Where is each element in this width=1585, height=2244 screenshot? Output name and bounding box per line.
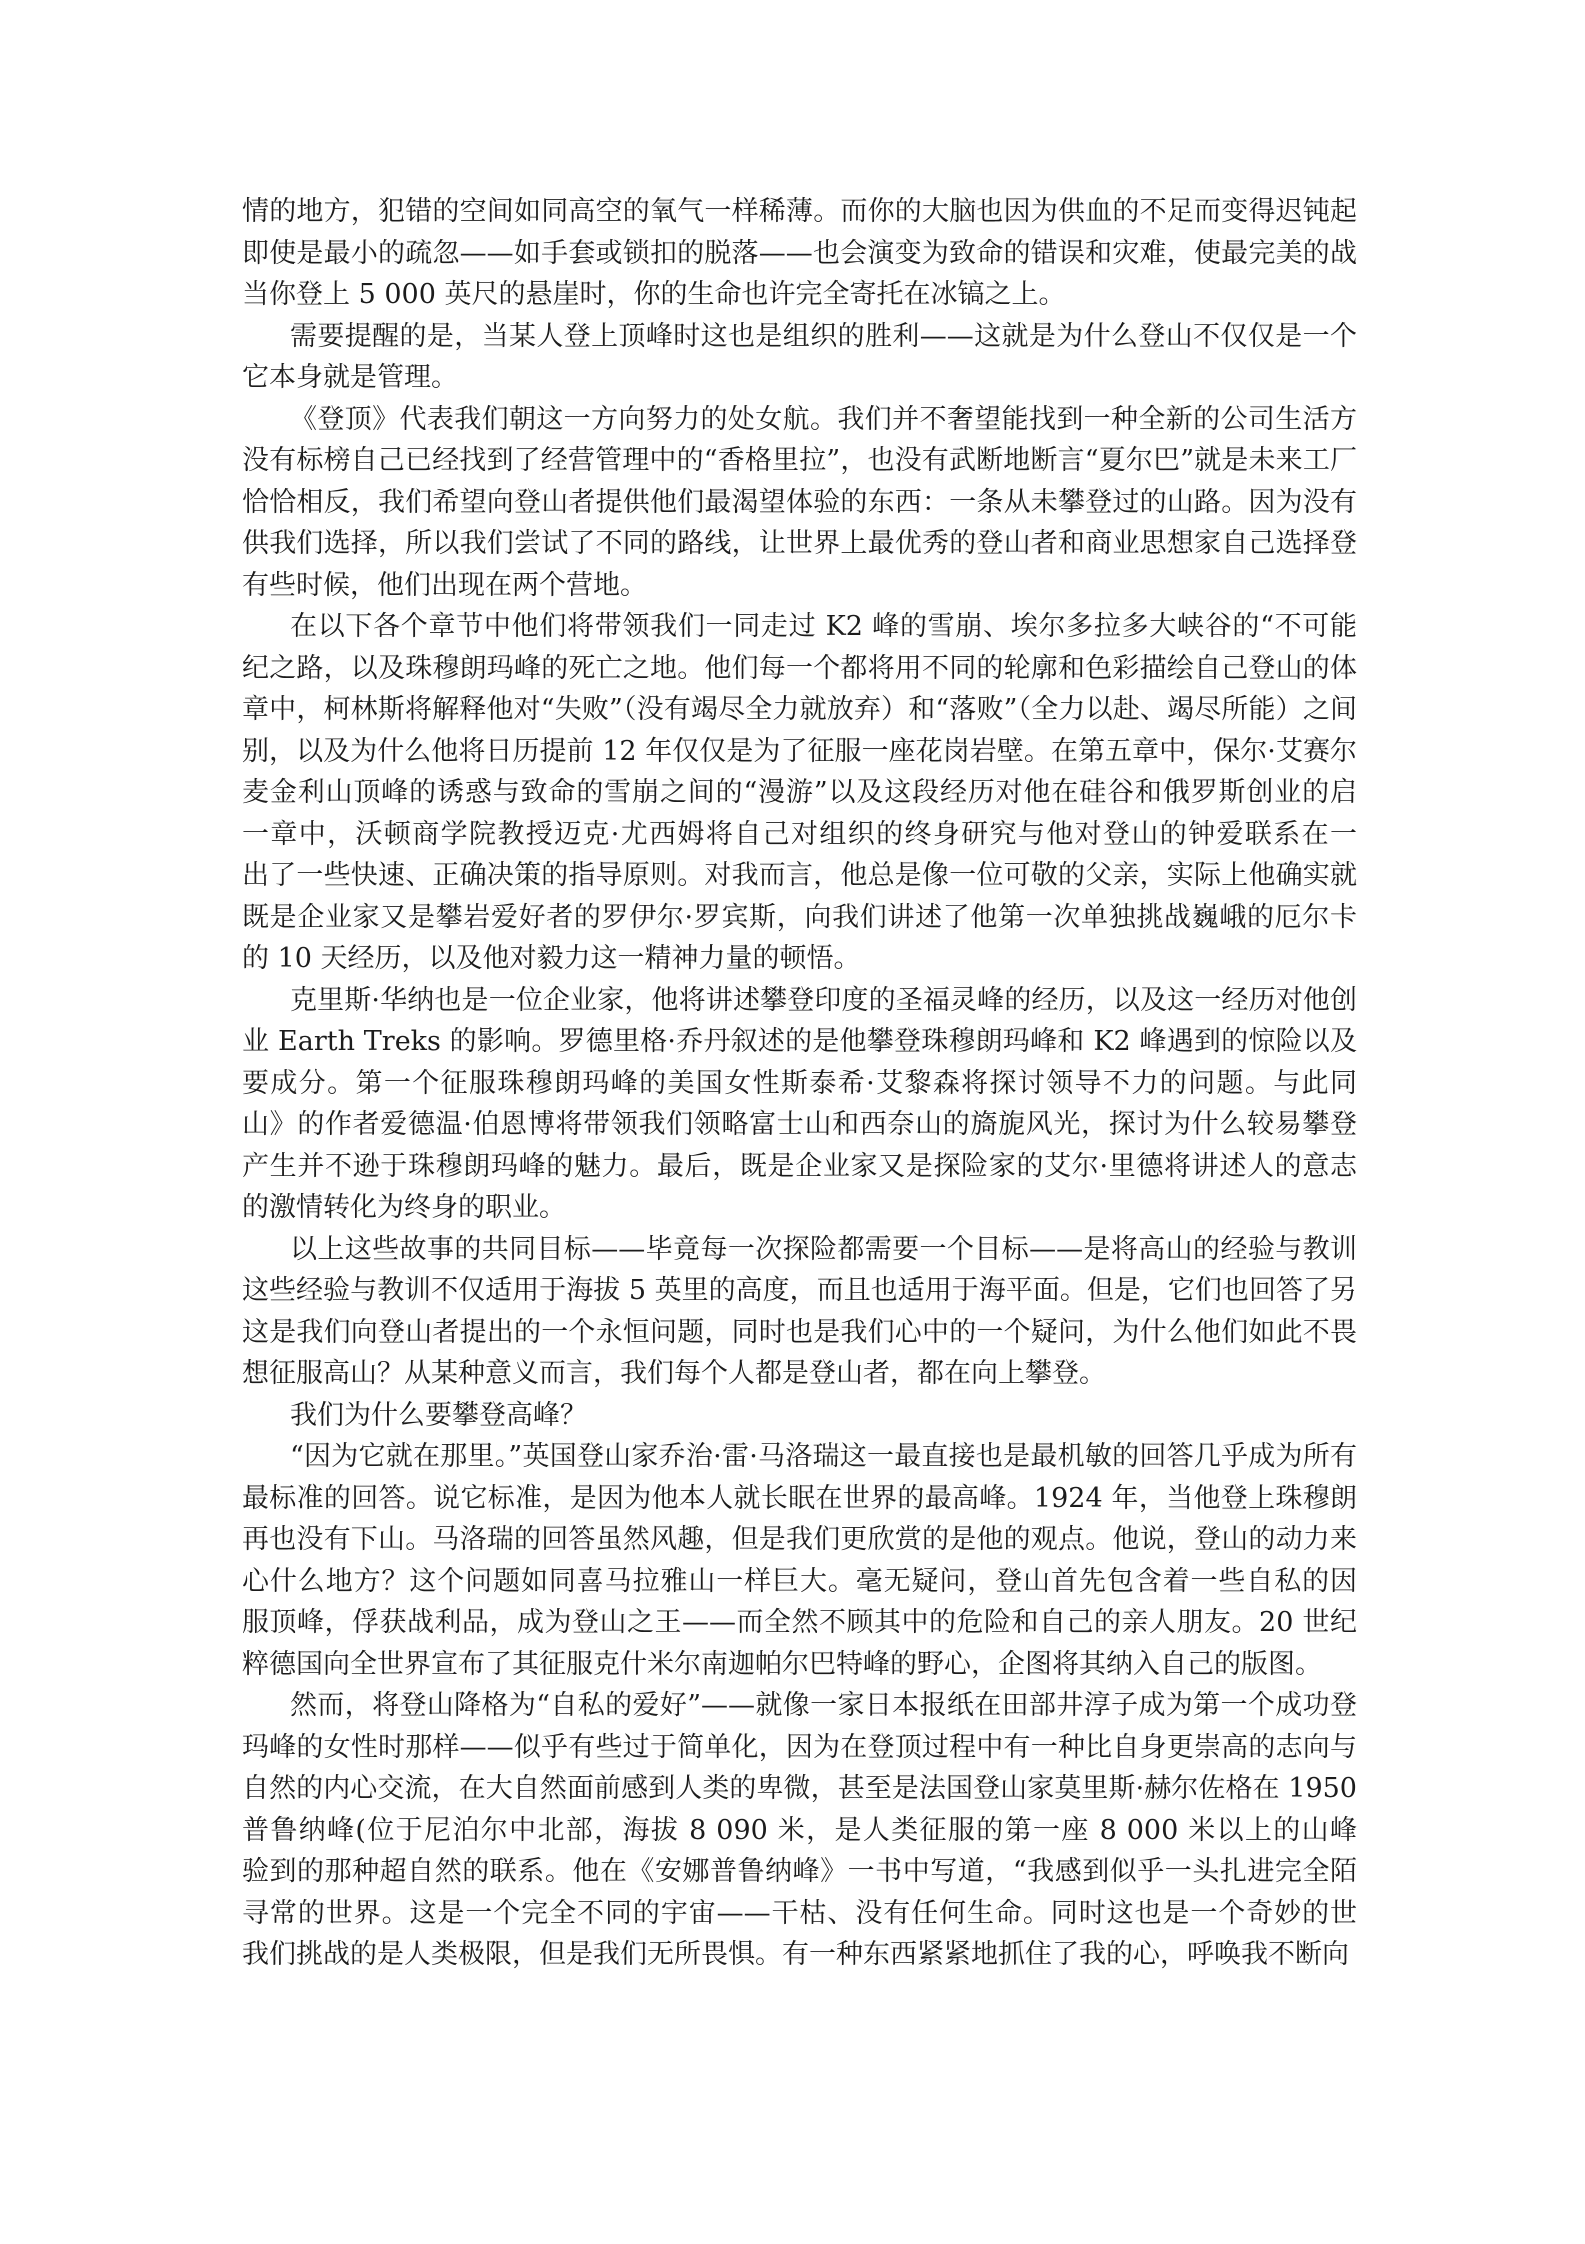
text-line: 情的地方，犯错的空间如同高空的氧气一样稀薄。而你的大脑也因为供血的不足而变得迟钝起 [242, 196, 1357, 227]
text-line: 自然的内心交流，在大自然面前感到人类的卑微，甚至是法国登山家莫里斯·赫尔佐格在 1950 [242, 1773, 1357, 1804]
text-line: 山》的作者爱德温·伯恩博将带领我们领略富士山和西奈山的旖旎风光，探讨为什么较易攀登 [242, 1109, 1357, 1140]
paragraph [242, 191, 1357, 316]
text-line: 这些经验与教训不仅适用于海拔 5 英里的高度，而且也适用于海平面。但是，它们也回答了另 [242, 1275, 1357, 1306]
text-line: 一章中，沃顿商学院教授迈克·尤西姆将自己对组织的终身研究与他对登山的钟爱联系在一 [242, 818, 1357, 850]
text-line: 恰恰相反，我们希望向登山者提供他们最渴望体验的东西：一条从未攀登过的山路。因为没有 [242, 486, 1357, 518]
text-line: “因为它就在那里。”英国登山家乔治·雷·马洛瑞这一最直接也是最机敏的回答几乎成为所有 [290, 1441, 1357, 1472]
text-line: 心什么地方？这个问题如同喜马拉雅山一样巨大。毫无疑问，登山首先包含着一些自私的因 [242, 1565, 1357, 1597]
text-line: 最标准的回答。说它标准，是因为他本人就长眠在世界的最高峰。1924 年，当他登上珠穆朗 [242, 1482, 1357, 1514]
text-line: 既是企业家又是攀岩爱好者的罗伊尔·罗宾斯，向我们讲述了他第一次单独挑战巍峨的厄尔卡 [242, 901, 1357, 933]
text-line: 即使是最小的疏忽——如手套或锁扣的脱落——也会演变为致命的错误和灾难，使最完美的战 [242, 237, 1357, 269]
text-line: 我们为什么要攀登高峰？ [290, 1399, 587, 1431]
text-line: 的 10 天经历，以及他对毅力这一精神力量的顿悟。 [242, 943, 861, 974]
paragraph [242, 1395, 1357, 1437]
text-line: 它本身就是管理。 [242, 362, 458, 393]
text-line: 供我们选择，所以我们尝试了不同的路线，让世界上最优秀的登山者和商业思想家自己选择登 [242, 528, 1357, 559]
text-line: 别，以及为什么他将日历提前 12 年仅仅是为了征服一座花岗岩壁。在第五章中，保尔·艾赛尔 [242, 735, 1357, 767]
paragraph [242, 1436, 1357, 1685]
paragraph [242, 980, 1357, 1229]
text-line: 然而，将登山降格为“自私的爱好”——就像一家日本报纸在田部井淳子成为第一个成功登 [290, 1690, 1357, 1721]
text-line: 这是我们向登山者提出的一个永恒问题，同时也是我们心中的一个疑问，为什么他们如此不畏 [242, 1316, 1357, 1348]
text-line: 《登顶》代表我们朝这一方向努力的处女航。我们并不奢望能找到一种全新的公司生活方 [290, 403, 1357, 435]
text-line: 我们挑战的是人类极限，但是我们无所畏惧。有一种东西紧紧地抓住了我的心，呼唤我不断向 [242, 1939, 1349, 1970]
text-line: 没有标榜自己已经找到了经营管理中的“香格里拉”，也没有武断地断言“夏尔巴”就是未来工厂 [242, 445, 1357, 476]
document-body [242, 191, 1357, 1976]
text-line: 粹德国向全世界宣布了其征服克什米尔南迦帕尔巴特峰的野心，企图将其纳入自己的版图。 [242, 1648, 1322, 1680]
paragraph [242, 399, 1357, 607]
text-line: 需要提醒的是，当某人登上顶峰时这也是组织的胜利——这就是为什么登山不仅仅是一个 [290, 320, 1357, 352]
paragraph [242, 606, 1357, 980]
paragraph [242, 1229, 1357, 1395]
text-line: 在以下各个章节中他们将带领我们一同走过 K2 峰的雪崩、埃尔多拉多大峡谷的“不可能 [290, 611, 1357, 642]
text-line: 纪之路，以及珠穆朗玛峰的死亡之地。他们每一个都将用不同的轮廓和色彩描绘自己登山的体 [242, 652, 1357, 684]
text-line: 章中，柯林斯将解释他对“失败”（没有竭尽全力就放弃）和“落败”（全力以赴、竭尽所能）之间 [242, 694, 1357, 725]
text-line: 业 Earth Treks 的影响。罗德里格·乔丹叙述的是他攀登珠穆朗玛峰和 K2 峰遇到的惊险以及 [242, 1026, 1357, 1057]
text-line: 再也没有下山。马洛瑞的回答虽然风趣，但是我们更欣赏的是他的观点。他说，登山的动力来 [242, 1524, 1357, 1555]
text-line: 要成分。第一个征服珠穆朗玛峰的美国女性斯泰希·艾黎森将探讨领导不力的问题。与此同 [242, 1067, 1357, 1099]
text-line: 想征服高山？从某种意义而言，我们每个人都是登山者，都在向上攀登。 [242, 1358, 1106, 1389]
text-line: 以上这些故事的共同目标——毕竟每一次探险都需要一个目标——是将高山的经验与教训 [290, 1233, 1357, 1265]
text-line: 当你登上 5 000 英尺的悬崖时，你的生命也许完全寄托在冰镐之上。 [242, 279, 1066, 310]
text-line: 服顶峰，俘获战利品，成为登山之王——而全然不顾其中的危险和自己的亲人朋友。20 世纪 [242, 1607, 1357, 1638]
text-line: 麦金利山顶峰的诱惑与致命的雪崩之间的“漫游”以及这段经历对他在硅谷和俄罗斯创业的启 [242, 777, 1357, 808]
text-line: 玛峰的女性时那样——似乎有些过于简单化，因为在登顶过程中有一种比自身更崇高的志向与 [242, 1731, 1357, 1763]
paragraph [242, 316, 1357, 399]
text-line: 寻常的世界。这是一个完全不同的宇宙——干枯、没有任何生命。同时这也是一个奇妙的世 [242, 1897, 1357, 1929]
text-line: 的激情转化为终身的职业。 [242, 1192, 566, 1223]
text-line: 出了一些快速、正确决策的指导原则。对我而言，他总是像一位可敬的父亲，实际上他确实就 [242, 860, 1357, 891]
text-line: 克里斯·华纳也是一位企业家，他将讲述攀登印度的圣福灵峰的经历，以及这一经历对他创 [290, 984, 1357, 1016]
text-line: 验到的那种超自然的联系。他在《安娜普鲁纳峰》一书中写道，“我感到似乎一头扎进完全陌 [242, 1856, 1357, 1887]
paragraph [242, 1685, 1357, 1976]
text-line: 有些时候，他们出现在两个营地。 [242, 569, 647, 601]
text-line: 普鲁纳峰(位于尼泊尔中北部，海拔 8 090 米，是人类征服的第一座 8 000 米以上的山峰 [242, 1814, 1357, 1846]
text-line: 产生并不逊于珠穆朗玛峰的魅力。最后，既是企业家又是探险家的艾尔·里德将讲述人的意志 [242, 1150, 1357, 1182]
